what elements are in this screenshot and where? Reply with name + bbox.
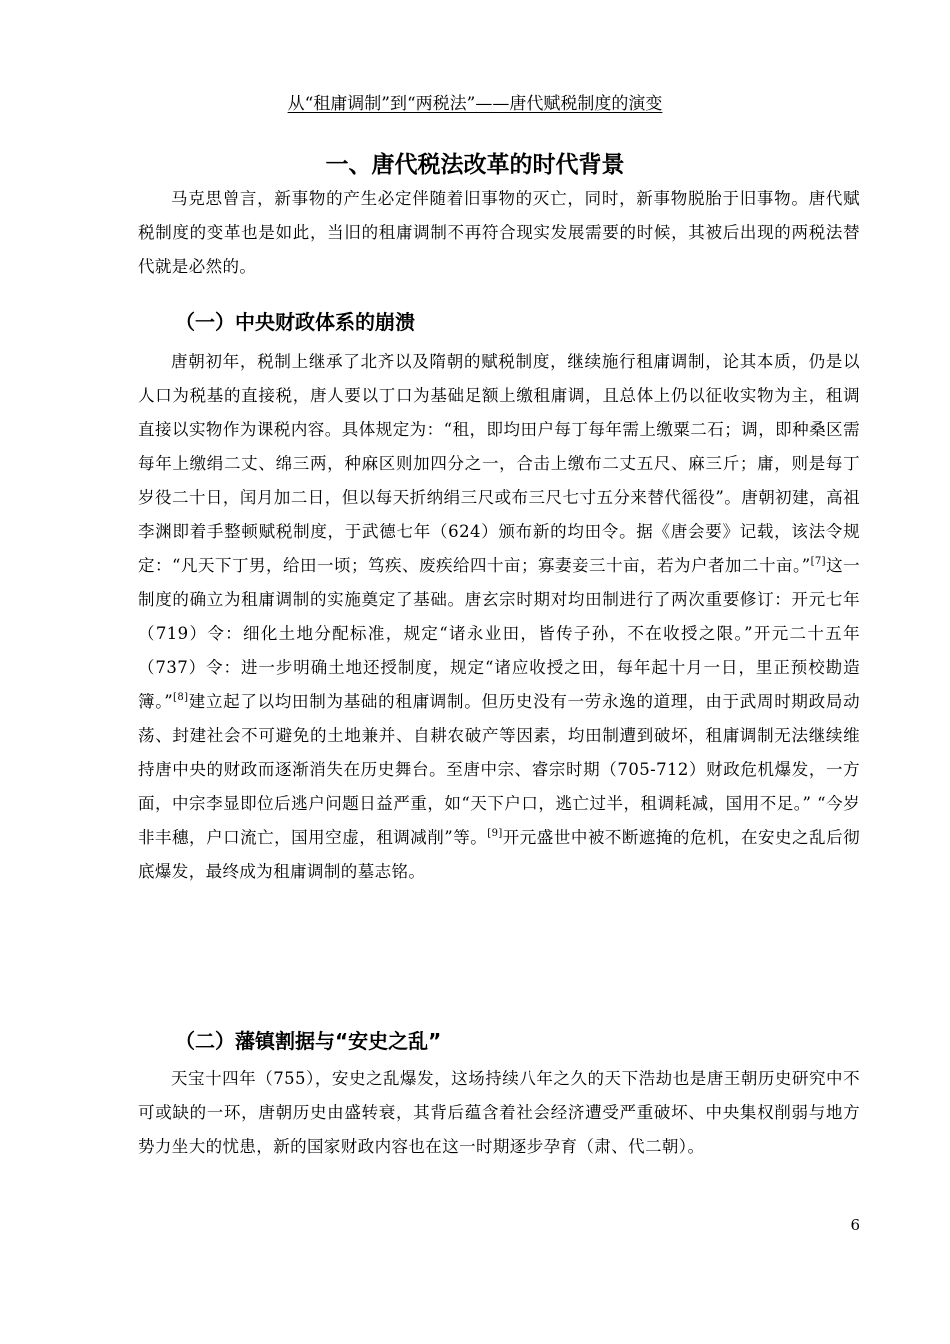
running-title: 从“租庸调制”到“两税法”——唐代赋税制度的演变 bbox=[287, 94, 663, 114]
intro-paragraph: 马克思曾言，新事物的产生必定伴随着旧事物的灭亡，同时，新事物脱胎于旧事物。唐代赋税制度的变革也是如此，当旧的租庸调制不再符合现实发展需要的时候，其被后出现的两税法替代就是必然的。 bbox=[138, 189, 860, 276]
citation-7: [7] bbox=[810, 556, 826, 567]
subsection-heading-1: （一）中央财政体系的崩溃 bbox=[175, 310, 415, 334]
section-heading: 一、唐代税法改革的时代背景 bbox=[325, 152, 625, 178]
paragraph-text: 唐朝初年，税制上继承了北齐以及隋朝的赋税制度，继续施行租庸调制，论其本质，仍是以人口为税基的直接税，唐人要以丁口为基础足额上缴租庸调，且总体上仍以征收实物为主，租调直接以实物作为课税内容。具体规定为：“租，即均田户每丁每年需上缴粟二石；调，即种桑区需每年上缴绢二丈、绵三两，种麻区则加四分之一，合击上缴布二丈五尺、麻三斤；庸，则是每丁岁役二十日，闰月加二日，但以每天折纳绢三尺或布三尺七寸五分来替代徭役”。唐朝初建，高祖李渊即着手整顿赋税制度，于武德七年（624）颁布新的均田令。据《唐会要》记载，该法令规定：“凡天下丁男，给田一顷；笃疾、废疾给四十亩；寡妻妾三十亩，若为户者加二十亩。” bbox=[138, 352, 860, 575]
subsection-1-paragraph bbox=[138, 345, 860, 889]
paragraph-text: 这一制度的确立为租庸调制的实施奠定了基础。唐玄宗时期对均田制进行了两次重要修订：开元七年（719）令：细化土地分配标准，规定“诸永业田，皆传子孙，不在收授之限。”开元二十五年（737）令：进一步明确土地还授制度，规定“诸应收授之田，每年起十月一日，里正预校勘造簿。” bbox=[138, 556, 860, 711]
paragraph-text: 建立起了以均田制为基础的租庸调制。但历史没有一劳永逸的道理，由于武周时期政局动荡、封建社会不可避免的土地兼并、自耕农破产等因素，均田制遭到破坏，租庸调制无法继续维持唐中央的财政而逐渐消失在历史舞台。至唐中宗、睿宗时期（705-712）财政危机爆发，一方面，中宗李显即位后逃户问题日益严重，如“天下户口，逃亡过半，租调耗减，国用不足。” “今岁非丰穗，户口流亡，国用空虚，租调减削”等。 bbox=[138, 692, 860, 847]
paragraph-text: 开元盛世中被不断遮掩的危机，在安史之乱后彻底爆发，最终成为租庸调制的墓志铭。 bbox=[138, 828, 860, 881]
page-number: 6 bbox=[850, 1216, 860, 1234]
subsection-heading-2: （二）藩镇割据与“安史之乱” bbox=[175, 1029, 442, 1053]
subsection-2-paragraph: 天宝十四年（755），安史之乱爆发，这场持续八年之久的天下浩劫也是唐王朝历史研究中不可或缺的一环，唐朝历史由盛转衰，其背后蕴含着社会经济遭受严重破坏、中央集权削弱与地方势力坐大的忧患，新的国家财政内容也在这一时期逐步孕育（肃、代二朝）。 bbox=[138, 1069, 860, 1156]
citation-9: [9] bbox=[487, 828, 503, 839]
citation-8: [8] bbox=[173, 692, 189, 703]
